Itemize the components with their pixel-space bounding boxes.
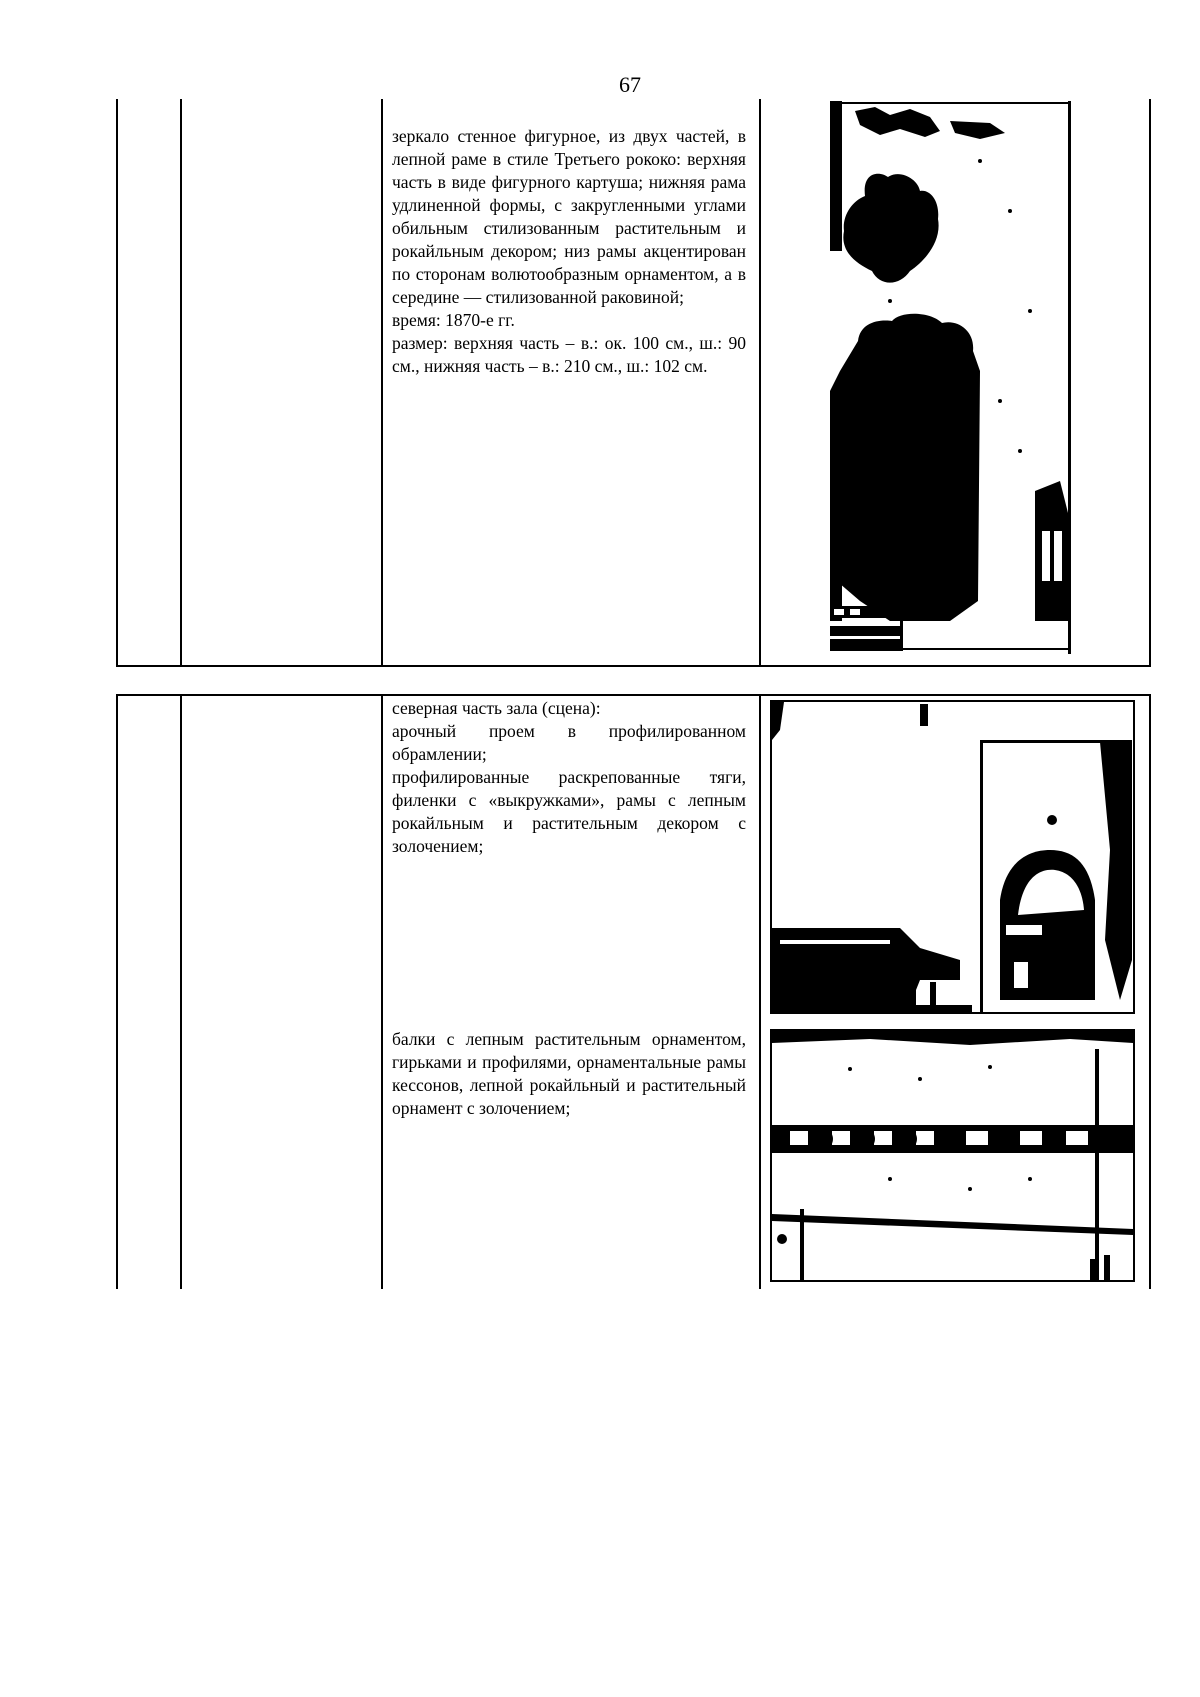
description-stage xyxy=(392,697,746,858)
description-paragraph: зеркало стенное фигурное, из двух частей, в лепной раме в стиле Третьего рококо: верхняя часть в виде фигурного картуша; нижняя рама удлиненной формы, с закругленными углами обильным стилизованным растительным и рокайльным декором; низ рамы акцентирован по сторонам волютообразным орнаментом, а в середине — стилизованной раковиной; xyxy=(392,126,746,307)
mirror-photo xyxy=(830,101,1075,654)
table-1-col-line xyxy=(116,99,118,667)
page-number: 67 xyxy=(619,72,641,97)
table-2-col-line xyxy=(381,694,383,1289)
description-paragraph: размер: верхняя часть – в.: ок. 100 см., ш.: 90 см., нижняя часть – в.: 210 см., ш.: 102 см. xyxy=(392,333,746,376)
stage-arch-photo xyxy=(770,700,1135,1014)
description-paragraph: арочный проем в профилированном обрамлении; xyxy=(392,721,746,764)
description-paragraph: время: 1870-е гг. xyxy=(392,310,515,330)
description-paragraph: северная часть зала (сцена): xyxy=(392,698,601,718)
table-2-col-line xyxy=(116,694,118,1289)
ceiling-beams-photo xyxy=(770,1029,1135,1282)
table-1-col-line xyxy=(381,99,383,667)
table-2-col-line xyxy=(1149,694,1151,1289)
table-1-col-line xyxy=(759,99,761,667)
description-mirror xyxy=(392,125,746,378)
table-2-col-line xyxy=(759,694,761,1289)
table-2-top-line xyxy=(116,694,1151,696)
description-ceiling xyxy=(392,1028,746,1120)
table-1-col-line xyxy=(180,99,182,667)
table-1-col-line xyxy=(1149,99,1151,667)
table-1-bottom-line xyxy=(116,665,1151,667)
description-paragraph: профилированные раскрепованные тяги, филенки с «выкружками», рамы с лепным рокайльным и растительным декором с золочением; xyxy=(392,767,746,856)
description-paragraph: балки с лепным растительным орнаментом, гирьками и профилями, орнаментальные рамы кессонов, лепной рокайльный и растительный орнамент с золочением; xyxy=(392,1029,746,1118)
table-2-col-line xyxy=(180,694,182,1289)
